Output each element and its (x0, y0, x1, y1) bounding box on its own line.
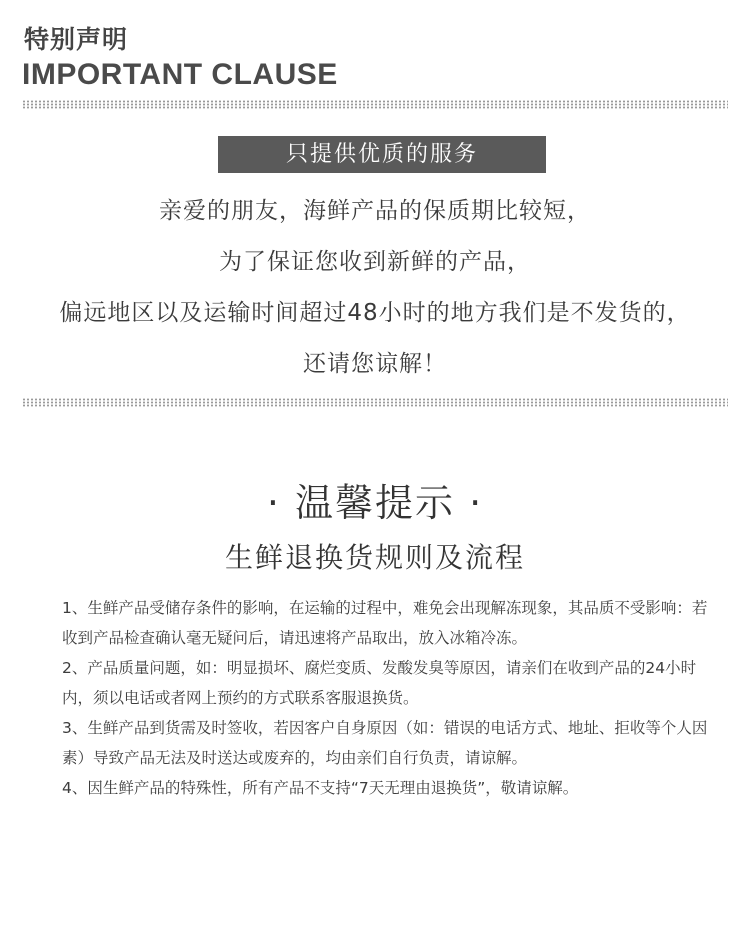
rule-item-3: 3、生鲜产品到货需及时签收，若因客户自身原因（如：错误的电话方式、地址、拒收等个人因素）导致产品无法及时送达或废弃的，均由亲们自行负责，请谅解。 (62, 719, 708, 767)
rule-item-1: 1、生鲜产品受储存条件的影响，在运输的过程中，难免会出现解冻现象，其品质不受影响：若收到产品检查确认毫无疑问后，请迅速将产品取出，放入冰箱冷冻。 (62, 599, 708, 647)
page-title-cn: 特别声明 (24, 25, 129, 54)
service-banner: 只提供优质的服务 (218, 136, 546, 173)
dotted-divider-bottom (22, 398, 728, 407)
notice-line-1: 亲爱的朋友，海鲜产品的保质期比较短， (159, 198, 591, 224)
tips-subtitle: 生鲜退换货规则及流程 (224, 541, 525, 574)
notice-line-4: 还请您谅解！ (303, 351, 447, 377)
dotted-divider-top (22, 100, 728, 109)
notice-line-3: 偏远地区以及运输时间超过48小时的地方我们是不发货的， (59, 300, 691, 326)
rules-list (62, 593, 722, 803)
rule-item-4: 4、因生鲜产品的特殊性，所有产品不支持“7天无理由退换货”，敬请谅解。 (62, 779, 579, 797)
tips-title: · 温馨提示 · (266, 481, 484, 525)
page-title-en: IMPORTANT CLAUSE (22, 58, 338, 91)
rule-item-2: 2、产品质量问题，如：明显损坏、腐烂变质、发酸发臭等原因，请亲们在收到产品的24小时内，须以电话或者网上预约的方式联系客服退换货。 (62, 659, 697, 707)
notice-line-2: 为了保证您收到新鲜的产品， (219, 249, 531, 275)
